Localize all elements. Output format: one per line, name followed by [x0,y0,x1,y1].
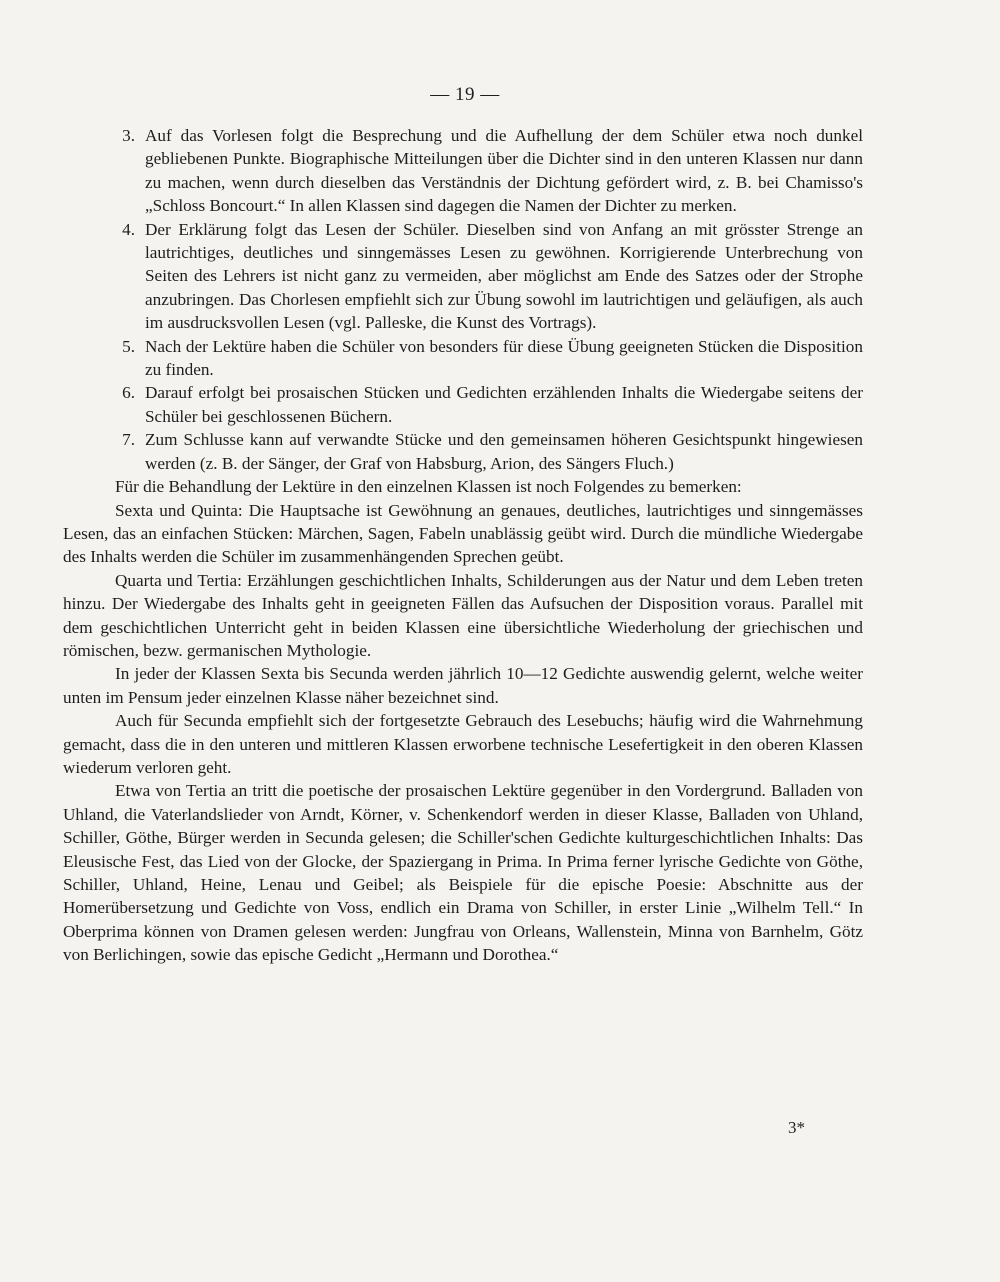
paragraph: Sexta und Quinta: Die Hauptsache ist Gewöhnung an genaues, deutliches, lautrichtiges und sinngemässes Lesen, das an einfachen Stücken: Märchen, Sagen, Fabeln unablässig geübt wird. Durch die mündliche Wiedergabe des Inhalts werden die Schüler im zusammenhängenden Sprechen geübt. [63,500,863,567]
list-text: Nach der Lektüre haben die Schüler von besonders für diese Übung geeigneten Stücken die Disposition zu finden. [145,336,863,380]
page-number: — 19 — [430,84,500,105]
list-text: Darauf erfolgt bei prosaischen Stücken und Gedichten erzählenden Inhalts die Wiedergabe seitens der Schüler bei geschlossenen Büchern. [145,383,863,426]
signature-mark: 3* [788,1118,805,1137]
paragraph: Für die Behandlung der Lektüre in den einzelnen Klassen ist noch Folgendes zu bemerken: [115,477,742,497]
list-item [63,381,863,428]
list-number: 3. [122,126,135,145]
list-text: Zum Schlusse kann auf verwandte Stücke und den gemeinsamen höheren Gesichtspunkt hingewiesen werden (z. B. der Sänger, der Graf von Habsburg, Arion, des Sängers Fluch.) [145,430,863,473]
list-item [63,124,863,218]
list-item [63,218,863,335]
paragraph: Etwa von Tertia an tritt die poetische der prosaischen Lektüre gegenüber in den Vordergrund. Balladen von Uhland, die Vaterlandslieder von Arndt, Körner, v. Schenkendorf werden in dieser Klasse, Balladen von Uhland, Schiller, Göthe, Bürger werden in Secunda gelesen; die Schiller'schen Gedichte kulturgeschichtlichen Inhalts: Das Eleusische Fest, das Lied von der Glocke, der Spaziergang in Prima. In Prima ferner lyrische Gedichte von Göthe, Schiller, Uhland, Heine, Lenau und Geibel; als Beispiele für die epische Poesie: Abschnitte aus der Homerübersetzung und Gedichte von Voss, endlich ein Drama von Schiller, in erster Linie „Wilhelm Tell.“ In Oberprima können von Dramen gelesen werden: Jungfrau von Orleans, Wallenstein, Minna von Barnhelm, Götz von Berlichingen, sowie das epische Gedicht „Hermann und Dorothea.“ [63,781,863,965]
list-item [63,335,863,382]
list-number: 5. [122,336,135,356]
list-text: Der Erklärung folgt das Lesen der Schüler. Dieselben sind von Anfang an mit grösster Strenge an lautrichtiges, deutliches und sinngemässes Lesen zu gewöhnen. Korrigierende Unterbrechung von Seiten des Lehrers ist nicht ganz zu vermeiden, aber möglichst am Ende des Satzes oder der Strophe anzubringen. Das Chorlesen empfiehlt sich zur Übung sowohl im lautrichtigen und geläufigen, als auch im ausdrucksvollen Lesen (vgl. Palleske, die Kunst des Vortrags). [145,219,863,333]
paragraph: In jeder der Klassen Sexta bis Secunda werden jährlich 10—12 Gedichte auswendig gelernt, welche weiter unten im Pensum jeder einzelnen Klasse näher bezeichnet sind. [63,664,863,707]
list-number: 7. [122,430,135,450]
list-text: Auf das Vorlesen folgt die Besprechung und die Aufhellung der dem Schüler etwa noch dunkel gebliebenen Punkte. Biographische Mitteilungen über die Dichter sind in den unteren Klassen nur dann zu machen, wenn durch dieselben das Verständnis der Dichtung gefördert wird, z. B. bei Chamisso's „Schloss Boncourt.“ In allen Klassen sind dagegen die Namen der Dichter zu merken. [145,126,863,216]
list-item [63,428,863,475]
body-text [63,124,863,967]
paragraph: Auch für Secunda empfiehlt sich der fortgesetzte Gebrauch des Lesebuchs; häufig wird die Wahrnehmung gemacht, dass die in den unteren und mittleren Klassen erworbene technische Lesefertigkeit in den oberen Klassen wiederum verloren geht. [63,711,863,777]
paragraph: Quarta und Tertia: Erzählungen geschichtlichen Inhalts, Schilderungen aus der Natur und dem Leben treten hinzu. Der Wiedergabe des Inhalts geht in geeigneten Fällen das Aufsuchen der Disposition voraus. Parallel mit dem geschichtlichen Unterricht geht in beiden Klassen eine übersichtliche Wiederholung der griechischen und römischen, bezw. germanischen Mythologie. [63,570,863,660]
list-number: 6. [122,383,135,403]
list-number: 4. [122,219,135,239]
